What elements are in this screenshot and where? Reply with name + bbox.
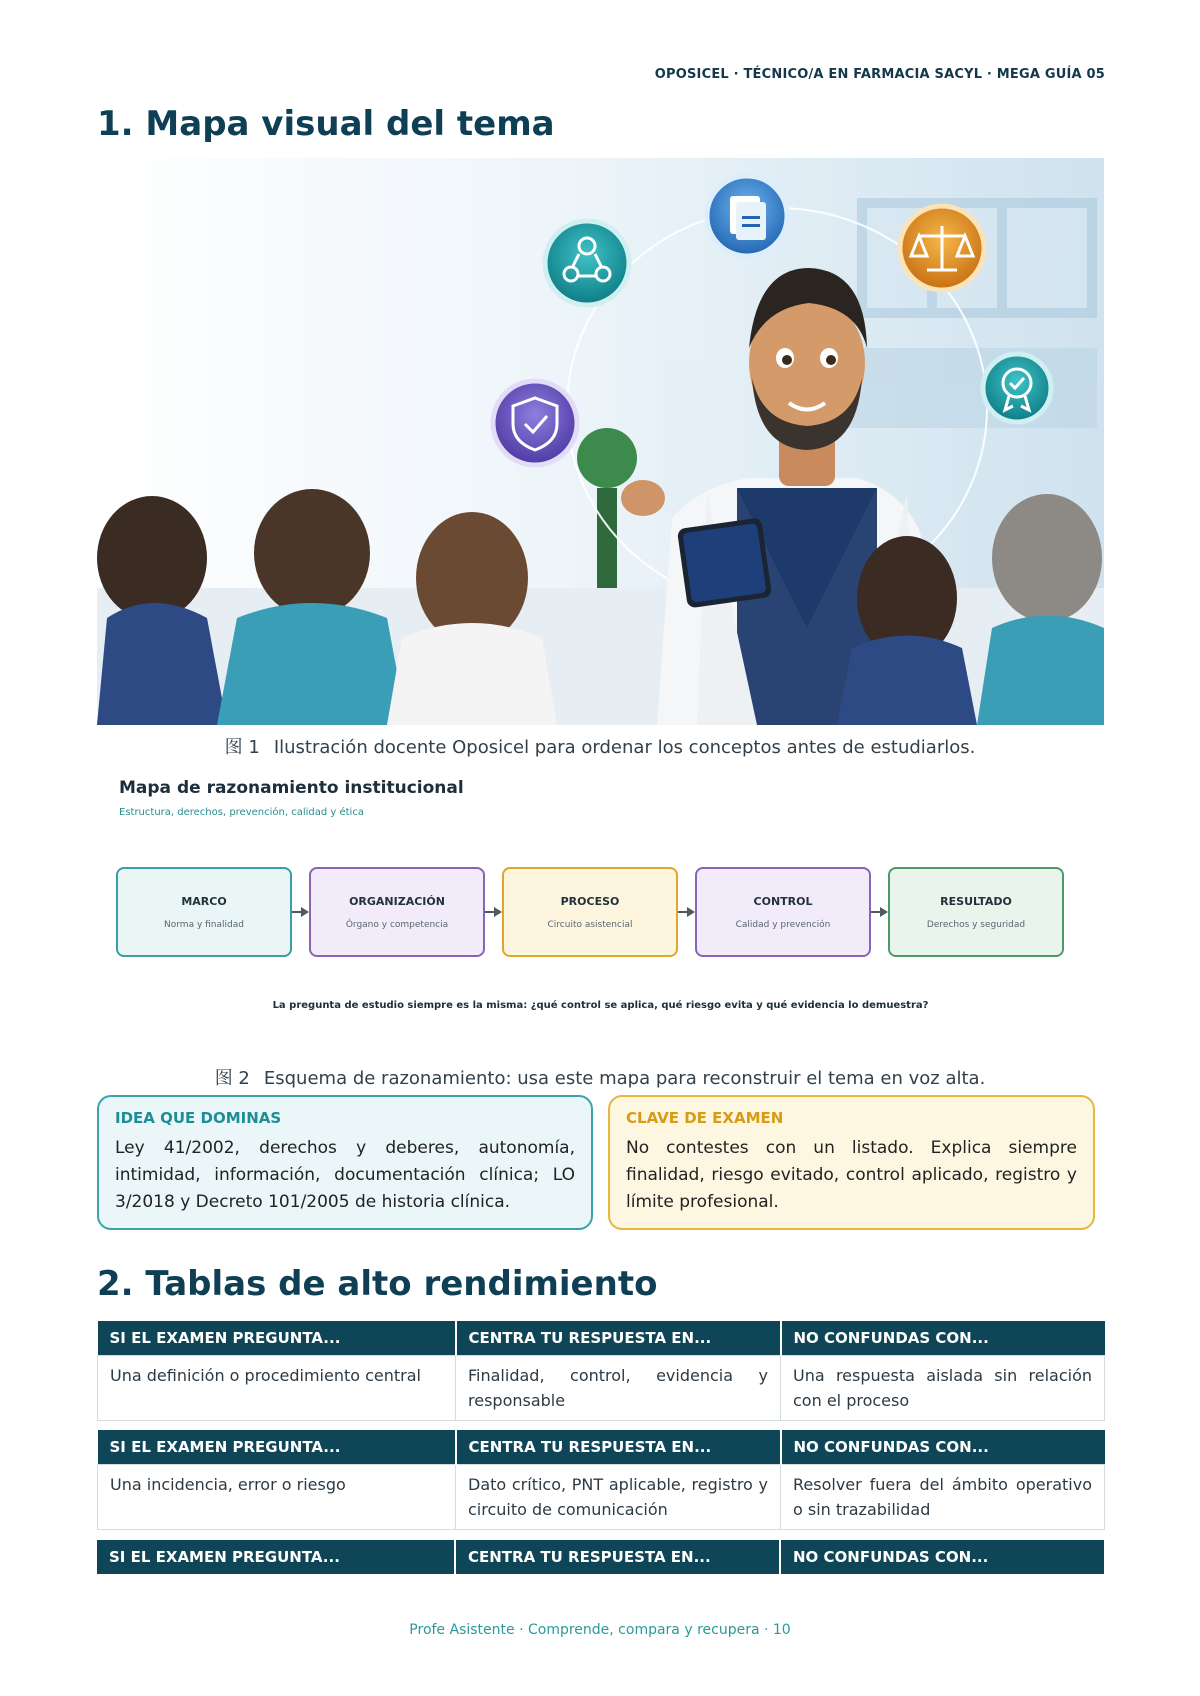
table-row [98, 1464, 1105, 1529]
map-step-sub: Circuito asistencial [547, 919, 633, 930]
map-study-question: La pregunta de estudio siempre es la misma: ¿qué control se aplica, qué riesgo evita y qué evidencia lo demuestra? [272, 1000, 929, 1011]
table-header-cell: CENTRA TU RESPUESTA EN... [456, 1430, 781, 1464]
map-step-title: CONTROL [753, 894, 813, 908]
flow-arrow [871, 867, 888, 957]
teaching-illustration [97, 158, 1104, 725]
map-title: Mapa de razonamiento institucional [119, 778, 464, 798]
table-row [98, 1355, 1105, 1420]
table-cell: Una definición o procedimiento central [98, 1355, 456, 1420]
table-header-cell: SI EL EXAMEN PREGUNTA... [98, 1430, 456, 1464]
table-cell: Finalidad, control, evidencia y responsable [456, 1355, 781, 1420]
map-subtitle: Estructura, derechos, prevención, calidad y ética [119, 807, 364, 818]
map-step-control [695, 867, 871, 957]
flow-arrow [292, 867, 309, 957]
map-step-resultado [888, 867, 1064, 957]
running-header: OPOSICEL · TÉCNICO/A EN FARMACIA SACYL · MEGA GUÍA 05 [654, 67, 1105, 82]
page-footer: Profe Asistente · Comprende, compara y recupera · 10 [409, 1622, 791, 1638]
callout-title: IDEA QUE DOMINAS [115, 1109, 282, 1127]
map-step-sub: Órgano y competencia [345, 919, 449, 930]
comparison-table [97, 1321, 1105, 1421]
table-cell: Una incidencia, error o riesgo [98, 1464, 456, 1529]
callout-idea-que-dominas [97, 1095, 593, 1230]
map-step-title: MARCO [181, 894, 227, 908]
figure-2-caption [0, 1064, 1200, 1090]
callout-body: Ley 41/2002, derechos y deberes, autonomía, intimidad, información, documentación clínica; LO 3/2018 y Decreto 101/2005 de historia clínica. [115, 1138, 575, 1212]
map-step-marco [116, 867, 292, 957]
comparison-table [97, 1540, 1104, 1574]
map-step-sub: Norma y finalidad [164, 919, 244, 930]
comparison-table [97, 1430, 1105, 1530]
table-header-cell: CENTRA TU RESPUESTA EN... [455, 1540, 780, 1574]
table-cell: Resolver fuera del ámbito operativo o sin trazabilidad [781, 1464, 1105, 1529]
table-header-cell: SI EL EXAMEN PREGUNTA... [98, 1321, 456, 1355]
figure-2-text: Esquema de razonamiento: usa este mapa para reconstruir el tema en voz alta. [263, 1068, 986, 1089]
callout-clave-de-examen [608, 1095, 1095, 1230]
table-header-row [98, 1430, 1105, 1464]
figure-1-caption [0, 733, 1200, 759]
table-header-row [97, 1540, 1104, 1574]
map-step-title: ORGANIZACIÓN [349, 894, 445, 908]
map-step-sub: Derechos y seguridad [926, 919, 1026, 930]
map-step-organizacion [309, 867, 485, 957]
figure-2-label: 图 2 [214, 1068, 250, 1089]
table-header-cell: CENTRA TU RESPUESTA EN... [456, 1321, 781, 1355]
callout-body: No contestes con un listado. Explica siempre finalidad, riesgo evitado, control aplicado, registro y límite profesional. [626, 1138, 1077, 1212]
map-step-title: RESULTADO [940, 894, 1012, 908]
callout-title: CLAVE DE EXAMEN [626, 1109, 784, 1127]
section-title-tablas: 2. Tablas de alto rendimiento [97, 1264, 658, 1304]
map-flow [116, 867, 1064, 957]
table-header-cell: NO CONFUNDAS CON... [781, 1321, 1105, 1355]
table-cell: Una respuesta aislada sin relación con el proceso [781, 1355, 1105, 1420]
table-header-cell: SI EL EXAMEN PREGUNTA... [97, 1540, 455, 1574]
figure-1-text: Ilustración docente Oposicel para ordenar los conceptos antes de estudiarlos. [273, 737, 976, 758]
table-header-row [98, 1321, 1105, 1355]
flow-arrow [678, 867, 695, 957]
reasoning-map [97, 770, 1104, 1040]
map-step-sub: Calidad y prevención [735, 919, 831, 930]
map-step-title: PROCESO [560, 894, 620, 908]
table-header-cell: NO CONFUNDAS CON... [781, 1430, 1105, 1464]
section-title-mapa-visual: 1. Mapa visual del tema [97, 104, 555, 144]
illustration-svg [97, 158, 1104, 725]
flow-arrow [485, 867, 502, 957]
table-header-cell: NO CONFUNDAS CON... [780, 1540, 1104, 1574]
map-step-proceso [502, 867, 678, 957]
figure-1-label: 图 1 [224, 737, 260, 758]
table-cell: Dato crítico, PNT aplicable, registro y circuito de comunicación [456, 1464, 781, 1529]
